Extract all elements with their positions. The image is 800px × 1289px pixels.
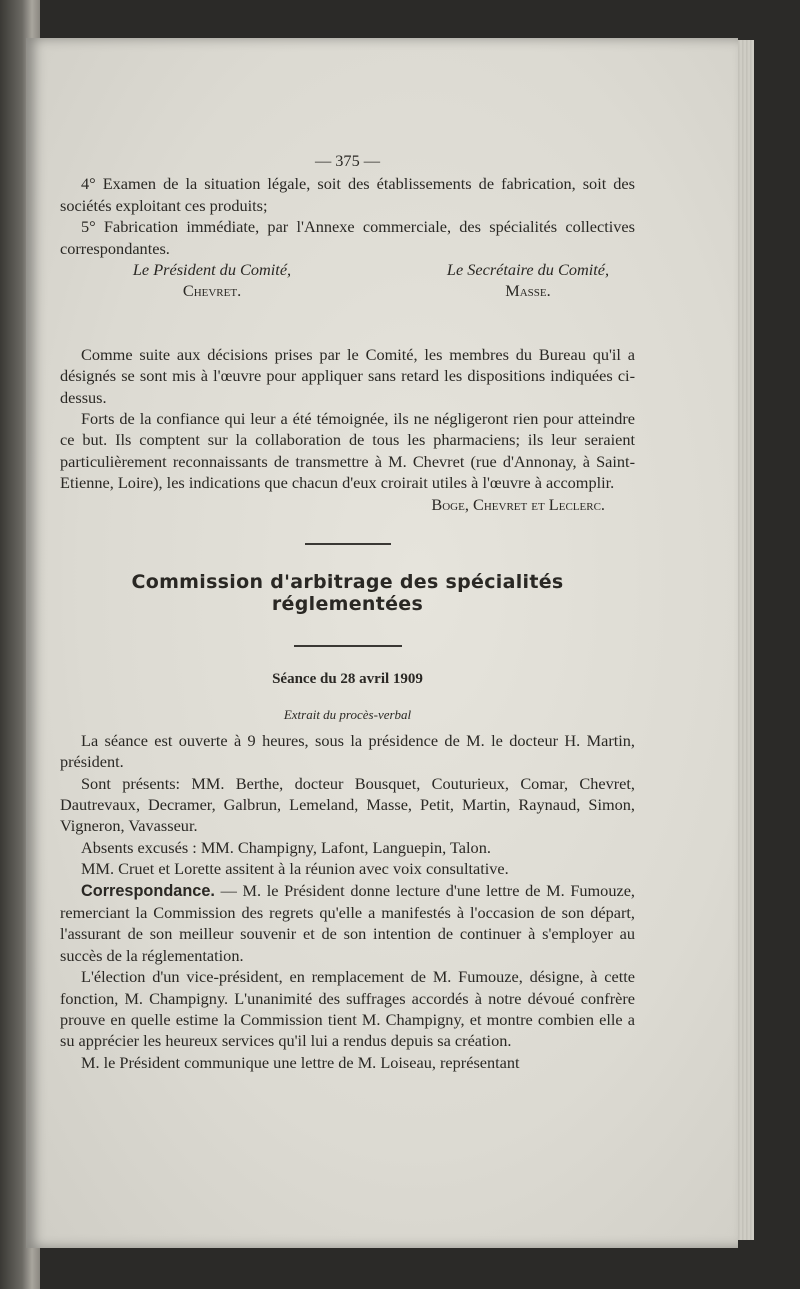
heading-divider (294, 645, 402, 647)
section-divider (305, 543, 391, 545)
page-content (60, 150, 635, 1073)
president-signature (112, 259, 312, 302)
minutes-election: L'élection d'un vice-président, en remplacement de M. Fumouze, désigne, à cette fonction, M. Champigny. L'unanimité des suffrages accordés à notre dévoué confrère prouve en quelle estime la Commission tient M. Champigny, et montre combien elle a su apprécier les heureux services qu'il lui a rendus depuis sa création. (60, 967, 635, 1051)
signoff-names: Boge, Chevret et Leclerc. (431, 494, 605, 514)
minutes-consultative: MM. Cruet et Lorette assitent à la réunion avec voix consultative. (81, 859, 509, 879)
correspondence-text: — M. le Président donne lecture d'une lettre de M. Fumouze, remerciant la Commission des regrets qu'elle a manifestés à l'occasion de son départ, l'assurant de son meilleur souvenir et de son intention de continuer à s'employer au succès de la réglementation. (60, 880, 635, 965)
minutes-body (60, 730, 635, 1074)
secretary-signature (423, 259, 633, 302)
committee-signatures (60, 259, 635, 302)
secretary-name: Masse. (505, 281, 551, 301)
paragraph-item-5: 5° Fabrication immédiate, par l'Annexe commerciale, des spécialités collectives correspondantes. (60, 217, 635, 258)
correspondence-label: Correspondance. (81, 881, 215, 900)
commission-heading: Commission d'arbitrage des spécialités réglementées (131, 571, 564, 615)
secretary-title: Le Secrétaire du Comité, (446, 260, 610, 280)
page-number: — 375 — (314, 151, 381, 170)
president-title: Le Président du Comité, (132, 260, 292, 280)
minutes-opening: La séance est ouverte à 9 heures, sous la présidence de M. le docteur H. Martin, président. (60, 730, 635, 772)
minutes-correspondence (60, 880, 635, 967)
president-name: Chevret. (182, 281, 242, 301)
paragraph-confidence: Forts de la confiance qui leur a été témoignée, ils ne négligeront rien pour atteindre ce but. Ils comptent sur la collaboration de tous les pharmaciens; ils leur seraient particulièrement reconnaissants de transmettre à M. Chevret (rue d'Annonay, à Saint-Etienne, Loire), les indications que chacun d'eux croirait utiles à l'œuvre à accomplir. (60, 409, 635, 493)
session-date: Séance du 28 avril 1909 (272, 670, 423, 687)
minutes-letter: M. le Président communique une lettre de M. Loiseau, représentant (81, 1052, 520, 1072)
minutes-absent: Absents excusés : MM. Champigny, Lafont, Languepin, Talon. (81, 837, 491, 857)
minutes-present: Sont présents: MM. Berthe, docteur Bousquet, Couturieux, Comar, Chevret, Dautrevaux, Decramer, Galbrun, Lemeland, Masse, Petit, Martin, Raynaud, Simon, Vigneron, Vavasseur. (60, 773, 635, 836)
paragraph-bureau: Comme suite aux décisions prises par le Comité, les membres du Bureau qu'il a désignés se sont mis à l'œuvre pour appliquer sans retard les dispositions indiquées ci-dessus. (60, 344, 635, 407)
paragraph-item-4: 4° Examen de la situation légale, soit des établissements de fabrication, soit des sociétés exploitant ces produits; (60, 174, 635, 215)
minutes-subtitle: Extrait du procès-verbal (283, 707, 412, 723)
